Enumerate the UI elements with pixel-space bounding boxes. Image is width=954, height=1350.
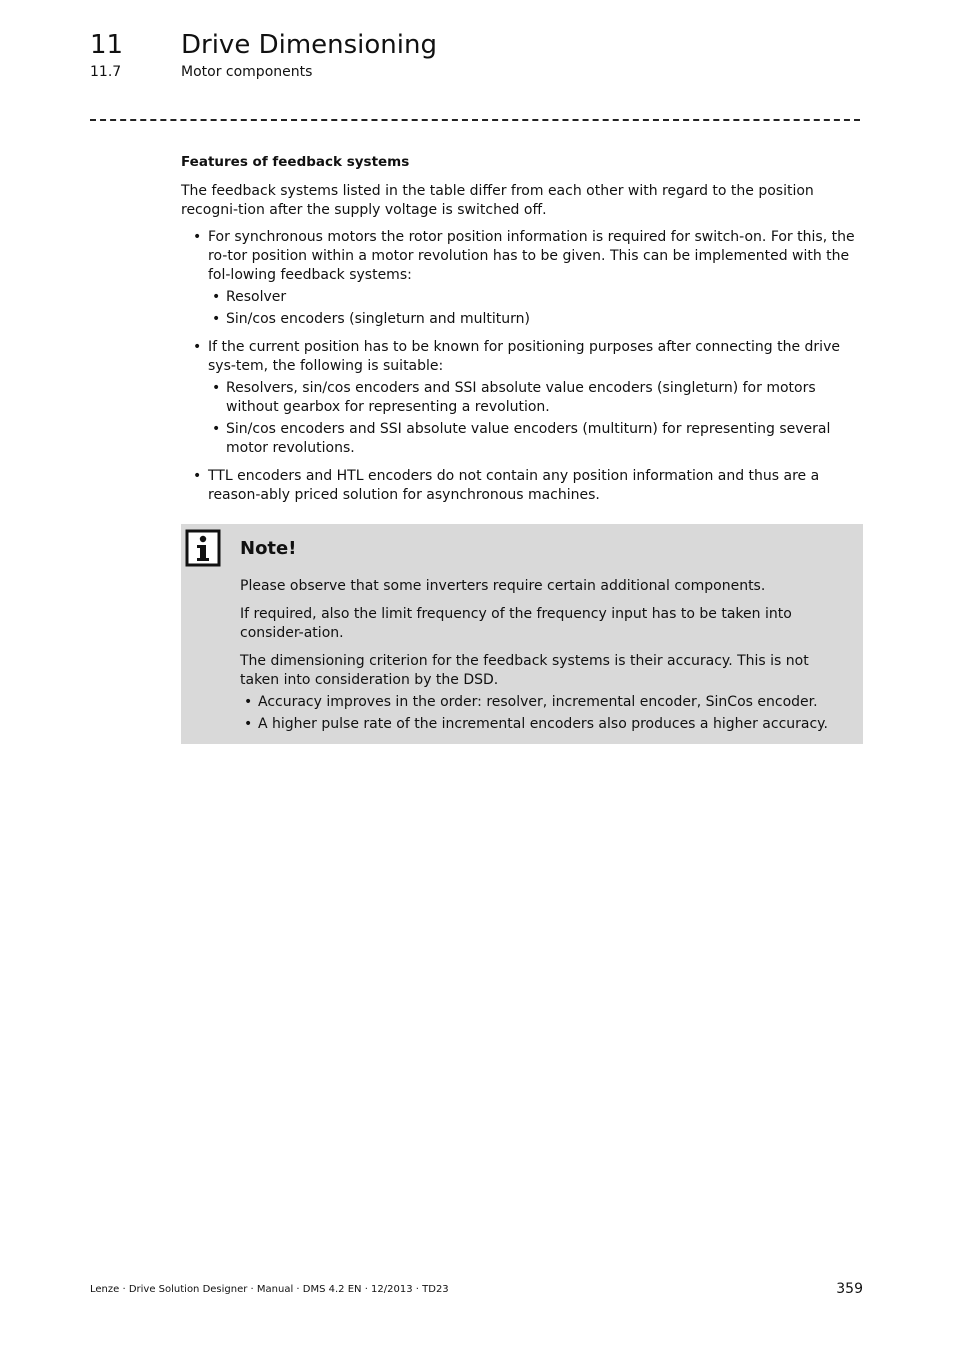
note-list xyxy=(240,693,850,734)
note-body xyxy=(240,577,850,737)
header-divider xyxy=(90,119,860,121)
note-list-item: • Accuracy improves in the order: resolver, incremental encoder, SinCos encoder. xyxy=(240,693,850,712)
note-title: Note! xyxy=(240,538,297,559)
list-item xyxy=(181,228,863,329)
list-item-text: For synchronous motors the rotor position information is required for switch-on. For this, the ro-tor position within a motor revolution has to be given. This can be implemented with the fol-lowing feedback systems: xyxy=(208,229,855,283)
sub-list-item: • Sin/cos encoders (singleturn and multiturn) xyxy=(208,310,863,329)
sub-list-item: • Sin/cos encoders and SSI absolute value encoders (multiturn) for representing several motor revolutions. xyxy=(208,420,863,458)
footer-document-info: Lenze · Drive Solution Designer · Manual · DMS 4.2 EN · 12/2013 · TD23 xyxy=(90,1284,449,1295)
note-list-item: • A higher pulse rate of the incremental encoders also produces a higher accuracy. xyxy=(240,715,850,734)
list-item xyxy=(181,467,863,505)
section-title: Motor components xyxy=(181,64,313,80)
sub-list-item: • Resolver xyxy=(208,288,863,307)
section-number: 11.7 xyxy=(90,64,122,80)
page-number: 359 xyxy=(836,1281,863,1297)
main-content xyxy=(181,153,863,514)
note-box xyxy=(181,524,863,744)
feature-list xyxy=(181,228,863,505)
sub-list xyxy=(208,288,863,329)
note-paragraph: If required, also the limit frequency of the frequency input has to be taken into consider-ation. xyxy=(240,606,792,641)
note-paragraph: The dimensioning criterion for the feedback systems is their accuracy. This is not taken into consideration by the DSD. xyxy=(240,653,809,688)
note-paragraph: Please observe that some inverters require certain additional components. xyxy=(240,578,766,594)
sub-list xyxy=(208,379,863,458)
chapter-title: Drive Dimensioning xyxy=(181,30,437,60)
info-icon xyxy=(185,528,221,568)
list-item-text: If the current position has to be known for positioning purposes after connecting the drive sys-tem, the following is suitable: xyxy=(208,339,840,374)
chapter-number: 11 xyxy=(90,30,124,60)
sub-list-item: • Resolvers, sin/cos encoders and SSI absolute value encoders (singleturn) for motors without gearbox for representing a revolution. xyxy=(208,379,863,417)
intro-paragraph: The feedback systems listed in the table differ from each other with regard to the position recogni-tion after the supply voltage is switched off. xyxy=(181,183,814,218)
list-item xyxy=(181,338,863,458)
list-item-text: TTL encoders and HTL encoders do not contain any position information and thus are a reason-ably priced solution for asynchronous machines. xyxy=(208,468,820,503)
section-heading: Features of feedback systems xyxy=(181,154,410,170)
